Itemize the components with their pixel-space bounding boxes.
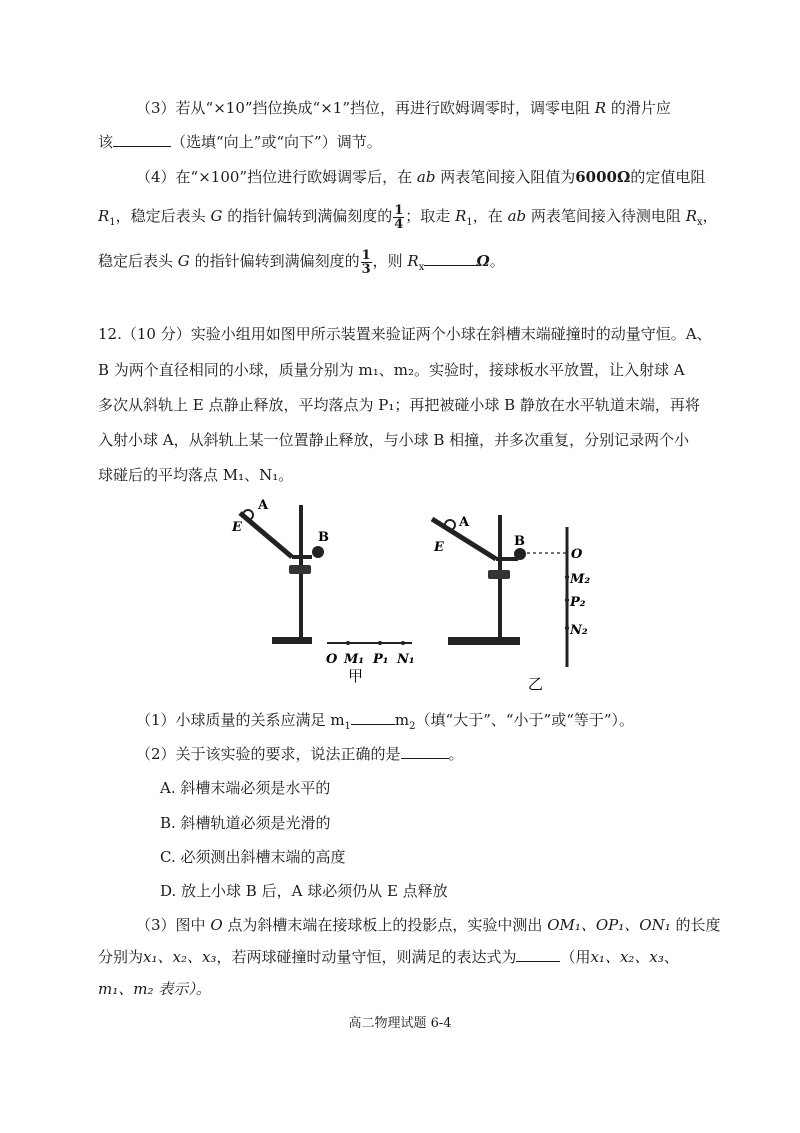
option-b[interactable]: B. 斜槽轨道必须是光滑的 xyxy=(160,814,331,832)
label-m2: M₂ xyxy=(570,572,591,587)
q11-part4-line3: 稳定后表头 G 的指针偏转到满偏刻度的 $\frac{1}{3}$ ，则 $R_x$ Ω。 xyxy=(98,247,505,277)
figure-yi xyxy=(432,515,590,693)
point-p1 xyxy=(378,641,382,645)
q12-sub3-line2: 分别为x₁、x₂、x₃，若两球碰撞时动量守恒，则满足的表达式为 （用x₁、x₂、x₃、 xyxy=(98,948,679,966)
figure-jia xyxy=(231,498,415,685)
label-e: E xyxy=(434,540,444,555)
q11-part4-line1: （4）在“×100”挡位进行欧姆调零后，在 ab 两表笔间接入阻值为6000Ω的定值电阻 xyxy=(136,168,706,186)
label-p1: P₁ xyxy=(373,652,389,667)
caption-yi: 乙 xyxy=(528,675,544,693)
label-o: O xyxy=(326,652,338,667)
option-d[interactable]: D. 放上小球 B 后，A 球必须仍从 E 点释放 xyxy=(160,882,448,900)
answer-blank[interactable] xyxy=(401,758,449,759)
point-p2 xyxy=(565,598,569,602)
q11-part3-line2: 该 （选填“向上”或“向下”）调节。 xyxy=(98,133,382,151)
answer-blank[interactable] xyxy=(516,961,560,962)
label-n1: N₁ xyxy=(397,652,415,667)
point-m2 xyxy=(565,575,569,579)
q12-sub2: （2）关于该实验的要求，说法正确的是 。 xyxy=(136,745,464,763)
ball-b xyxy=(514,548,526,560)
stand-base xyxy=(272,637,312,644)
label-e: E xyxy=(232,520,242,535)
label-a: A xyxy=(459,515,470,530)
label-b: B xyxy=(318,530,329,545)
label-p2: P₂ xyxy=(570,595,586,610)
point-n2 xyxy=(565,626,569,630)
label-n2: N₂ xyxy=(570,623,588,638)
caption-jia: 甲 xyxy=(348,667,364,685)
answer-blank[interactable] xyxy=(424,265,476,266)
point-m1 xyxy=(346,641,350,645)
q12-sub3-line3: m₁、m₂ 表示）。 xyxy=(98,980,211,998)
clamp xyxy=(289,565,311,574)
q12-intro-line: B 为两个直径相同的小球，质量分别为 m₁、m₂。实验时，接球板水平放置，让入射球 A xyxy=(98,361,685,379)
q12-sub1: （1）小球质量的关系应满足 $m_1$ $m_2$（填“大于”、“小于”或“等于”）。 xyxy=(136,711,635,732)
q11-part3-line1: （3）若从“×10”挡位换成“×1”挡位，再进行欧姆调零时，调零电阻 R 的滑片应 xyxy=(136,99,671,117)
label-b: B xyxy=(514,534,525,549)
q11-part4-line2: $R_1$，稳定后表头 G 的指针偏转到满偏刻度的 $\frac{1}{4}$ ；取走 $R_1$，在 ab 两表笔间接入待测电阻 $R_x$， xyxy=(98,202,718,232)
clamp xyxy=(488,570,510,579)
fraction-one-quarter: $\frac{1}{4}$ xyxy=(394,202,404,232)
label-o2: O xyxy=(571,547,583,562)
ball-b xyxy=(312,546,324,558)
q12-sub3-line1: （3）图中 O 点为斜槽末端在接球板上的投影点，实验中测出 OM₁、OP₁、ON₁ 的长度 xyxy=(136,916,721,934)
answer-blank[interactable] xyxy=(351,724,395,725)
stand-base xyxy=(448,637,520,645)
point-n1 xyxy=(401,641,405,645)
answer-blank[interactable] xyxy=(113,146,171,147)
option-c[interactable]: C. 必须测出斜槽末端的高度 xyxy=(160,848,346,866)
q12-intro-line: 多次从斜轨上 E 点静止释放，平均落点为 P₁；再把被碰小球 B 静放在水平轨道末端，再将 xyxy=(98,396,700,414)
q12-intro-line: 入射小球 A，从斜轨上某一位置静止释放，与小球 B 相撞，并多次重复，分别记录两个小 xyxy=(98,431,690,449)
q12-intro-line: 12.（10 分）实验小组用如图甲所示装置来验证两个小球在斜槽末端碰撞时的动量守恒。A、 xyxy=(98,325,712,343)
label-m1: M₁ xyxy=(344,652,365,667)
experiment-figure xyxy=(200,495,600,700)
page-footer: 高二物理试题 6-4 xyxy=(348,1016,452,1031)
option-a[interactable]: A. 斜槽末端必须是水平的 xyxy=(160,779,331,797)
fraction-one-third: $\frac{1}{3}$ xyxy=(361,247,371,277)
q12-intro-line: 球碰后的平均落点 M₁、N₁。 xyxy=(98,466,294,484)
label-a: A xyxy=(258,498,269,513)
